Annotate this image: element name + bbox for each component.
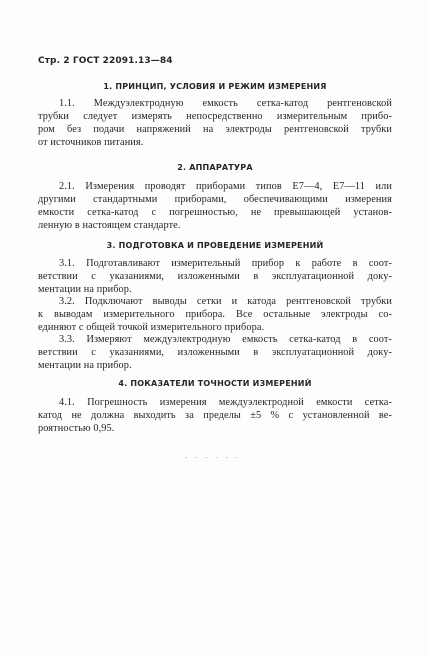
section-title-preparation: 3. ПОДГОТОВКА И ПРОВЕДЕНИЕ ИЗМЕРЕНИЙ [106,241,324,250]
text-line: 3.3. Измеряют междуэлектродную емкость сетка-катод в соот- [59,334,392,345]
text-line: ром без подачи напряжений на электроды рентгеновской трубки [38,124,392,135]
text-line: емкости сетка-катод с погрешностью, не превышающей установ- [38,207,392,218]
text-line: 2.1. Измерения проводят приборами типов Е7—4, Е7—11 или [59,181,392,192]
text-line: роятностью 0,95. [38,423,115,434]
running-header: Стр. 2 ГОСТ 22091.13—84 [38,56,173,66]
footer-mark: - - - - - - [185,453,241,461]
paragraph-2-1 [38,180,392,232]
text-line: к выводам измерительного прибора. Все остальные электроды со- [38,309,392,320]
paragraph-3-1 [38,257,392,296]
section-title-apparatus: 2. АППАРАТУРА [177,163,253,172]
text-line: катод не должна выходить за пределы ±5 % с установленной ве- [38,410,392,421]
paragraph-3-3 [38,333,392,372]
paragraph-4-1 [38,396,392,435]
text-line: единяют с общей точкой измерительного прибора. [38,322,265,333]
section-title-accuracy: 4. ПОКАЗАТЕЛИ ТОЧНОСТИ ИЗМЕРЕНИЙ [118,379,312,388]
paragraph-3-2 [38,295,392,334]
text-line: 4.1. Погрешность измерения междуэлектродной емкости сетка- [59,397,392,408]
text-line: 3.1. Подготавливают измерительный прибор к работе в соот- [59,258,392,269]
text-line: ветствии с указаниями, изложенными в эксплуатационной доку- [38,271,392,282]
text-line: ментации на прибор. [38,284,132,295]
text-line: другими стандартными приборами, обеспечивающими измерения [38,194,392,205]
section-title-principle: 1. ПРИНЦИП, УСЛОВИЯ И РЕЖИМ ИЗМЕРЕНИЯ [103,82,327,91]
text-line: 1.1. Междуэлектродную емкость сетка-катод рентгеновской [59,98,392,109]
text-line: трубки следует измерять непосредственно измерительным прибо- [38,111,392,122]
text-line: ленную в настоящем стандарте. [38,220,181,231]
text-line: ментации на прибор. [38,360,132,371]
text-line: от источников питания. [38,137,144,148]
text-line: 3.2. Подключают выводы сетки и катода рентгеновской трубки [59,296,392,307]
text-line: ветствии с указаниями, изложенными в эксплуатационной доку- [38,347,392,358]
paragraph-1-1 [38,97,392,149]
